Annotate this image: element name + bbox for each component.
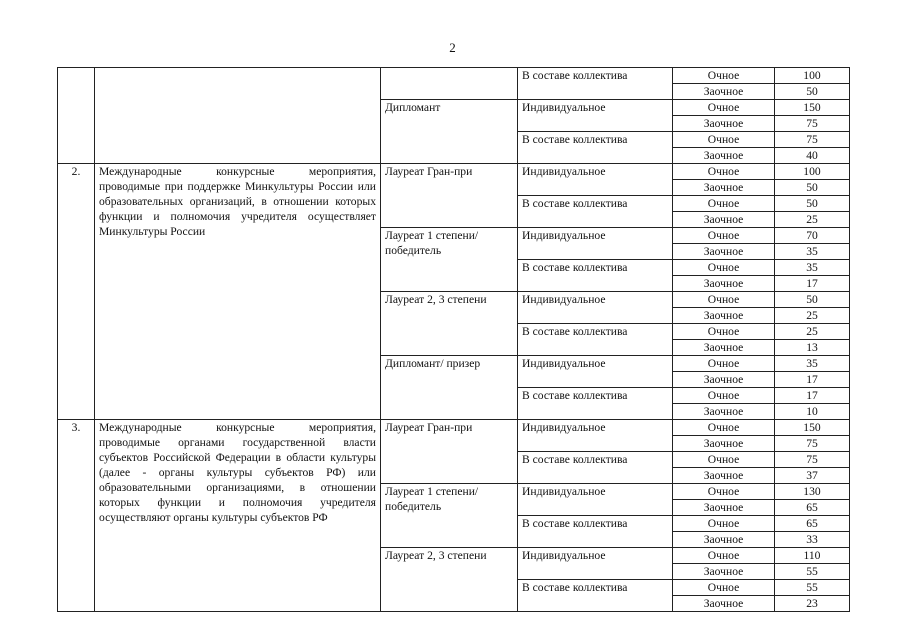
participation-cell: В составе коллектива [518, 580, 673, 612]
points-cell: 40 [775, 148, 850, 164]
participation-cell: Индивидуальное [518, 548, 673, 580]
section-number: 2. [58, 164, 95, 420]
mode-cell: Заочное [673, 276, 775, 292]
mode-cell: Заочное [673, 340, 775, 356]
mode-cell: Заочное [673, 532, 775, 548]
mode-cell: Заочное [673, 500, 775, 516]
mode-cell: Заочное [673, 468, 775, 484]
mode-cell: Заочное [673, 212, 775, 228]
award-cell: Лауреат 1 степени/ победитель [381, 228, 518, 292]
mode-cell: Заочное [673, 116, 775, 132]
points-cell: 150 [775, 420, 850, 436]
mode-cell: Очное [673, 292, 775, 308]
points-cell: 35 [775, 260, 850, 276]
participation-cell: В составе коллектива [518, 196, 673, 228]
table-row [58, 68, 850, 84]
points-cell: 17 [775, 372, 850, 388]
points-cell: 65 [775, 500, 850, 516]
points-cell: 35 [775, 244, 850, 260]
mode-cell: Заочное [673, 564, 775, 580]
points-cell: 25 [775, 308, 850, 324]
table-row [58, 420, 850, 436]
mode-cell: Очное [673, 420, 775, 436]
mode-cell: Очное [673, 132, 775, 148]
award-cell: Лауреат 2, 3 степени [381, 548, 518, 612]
section-description: Международные конкурсные мероприятия, проводимые органами государственной власти субъектов Российской Федерации в области культуры (далее - органы культуры субъектов РФ) или образовательными организациями, в отношении которых функции и полномочия учредителя осуществляют органы культуры субъектов РФ [95, 420, 381, 612]
points-cell: 50 [775, 84, 850, 100]
award-cell: Дипломант [381, 100, 518, 164]
points-cell: 70 [775, 228, 850, 244]
points-cell: 100 [775, 68, 850, 84]
award-cell: Лауреат 1 степени/ победитель [381, 484, 518, 548]
points-cell: 13 [775, 340, 850, 356]
points-cell: 100 [775, 164, 850, 180]
mode-cell: Очное [673, 356, 775, 372]
mode-cell: Очное [673, 580, 775, 596]
participation-cell: Индивидуальное [518, 356, 673, 388]
points-cell: 25 [775, 212, 850, 228]
mode-cell: Очное [673, 516, 775, 532]
points-cell: 65 [775, 516, 850, 532]
mode-cell: Очное [673, 324, 775, 340]
award-cell [381, 68, 518, 100]
mode-cell: Заочное [673, 404, 775, 420]
participation-cell: В составе коллектива [518, 68, 673, 100]
participation-cell: В составе коллектива [518, 324, 673, 356]
participation-cell: Индивидуальное [518, 484, 673, 516]
participation-cell: Индивидуальное [518, 292, 673, 324]
points-cell: 35 [775, 356, 850, 372]
points-cell: 110 [775, 548, 850, 564]
points-cell: 75 [775, 436, 850, 452]
mode-cell: Заочное [673, 148, 775, 164]
points-cell: 50 [775, 180, 850, 196]
participation-cell: В составе коллектива [518, 516, 673, 548]
points-cell: 75 [775, 132, 850, 148]
award-cell: Дипломант/ призер [381, 356, 518, 420]
points-cell: 75 [775, 116, 850, 132]
mode-cell: Очное [673, 228, 775, 244]
points-cell: 50 [775, 196, 850, 212]
points-cell: 55 [775, 580, 850, 596]
award-cell: Лауреат Гран-при [381, 420, 518, 484]
participation-cell: Индивидуальное [518, 100, 673, 132]
points-cell: 23 [775, 596, 850, 612]
mode-cell: Очное [673, 100, 775, 116]
mode-cell: Заочное [673, 436, 775, 452]
participation-cell: Индивидуальное [518, 420, 673, 452]
mode-cell: Заочное [673, 596, 775, 612]
mode-cell: Очное [673, 260, 775, 276]
mode-cell: Очное [673, 484, 775, 500]
participation-cell: Индивидуальное [518, 228, 673, 260]
participation-cell: В составе коллектива [518, 452, 673, 484]
table-body [58, 68, 850, 612]
points-cell: 75 [775, 452, 850, 468]
description-cell [95, 68, 381, 164]
mode-cell: Заочное [673, 308, 775, 324]
points-cell: 55 [775, 564, 850, 580]
award-cell: Лауреат 2, 3 степени [381, 292, 518, 356]
points-cell: 17 [775, 276, 850, 292]
participation-cell: В составе коллектива [518, 260, 673, 292]
mode-cell: Заочное [673, 180, 775, 196]
participation-cell: В составе коллектива [518, 132, 673, 164]
points-cell: 10 [775, 404, 850, 420]
mode-cell: Заочное [673, 372, 775, 388]
section-description: Международные конкурсные мероприятия, проводимые при поддержке Минкультуры России или образовательных организаций, в отношении которых функции и полномочия учредителя осуществляет Минкультуры России [95, 164, 381, 420]
mode-cell: Очное [673, 388, 775, 404]
participation-cell: Индивидуальное [518, 164, 673, 196]
mode-cell: Заочное [673, 244, 775, 260]
points-cell: 50 [775, 292, 850, 308]
points-cell: 37 [775, 468, 850, 484]
points-cell: 17 [775, 388, 850, 404]
points-cell: 130 [775, 484, 850, 500]
section-number: 3. [58, 420, 95, 612]
mode-cell: Очное [673, 548, 775, 564]
table-row [58, 164, 850, 180]
participation-cell: В составе коллектива [518, 388, 673, 420]
points-cell: 150 [775, 100, 850, 116]
points-cell: 33 [775, 532, 850, 548]
mode-cell: Очное [673, 196, 775, 212]
points-cell: 25 [775, 324, 850, 340]
page-number: 2 [449, 40, 456, 55]
mode-cell: Очное [673, 164, 775, 180]
award-cell: Лауреат Гран-при [381, 164, 518, 228]
number-cell [58, 68, 95, 164]
awards-points-table [57, 67, 850, 612]
mode-cell: Очное [673, 68, 775, 84]
mode-cell: Очное [673, 452, 775, 468]
mode-cell: Заочное [673, 84, 775, 100]
